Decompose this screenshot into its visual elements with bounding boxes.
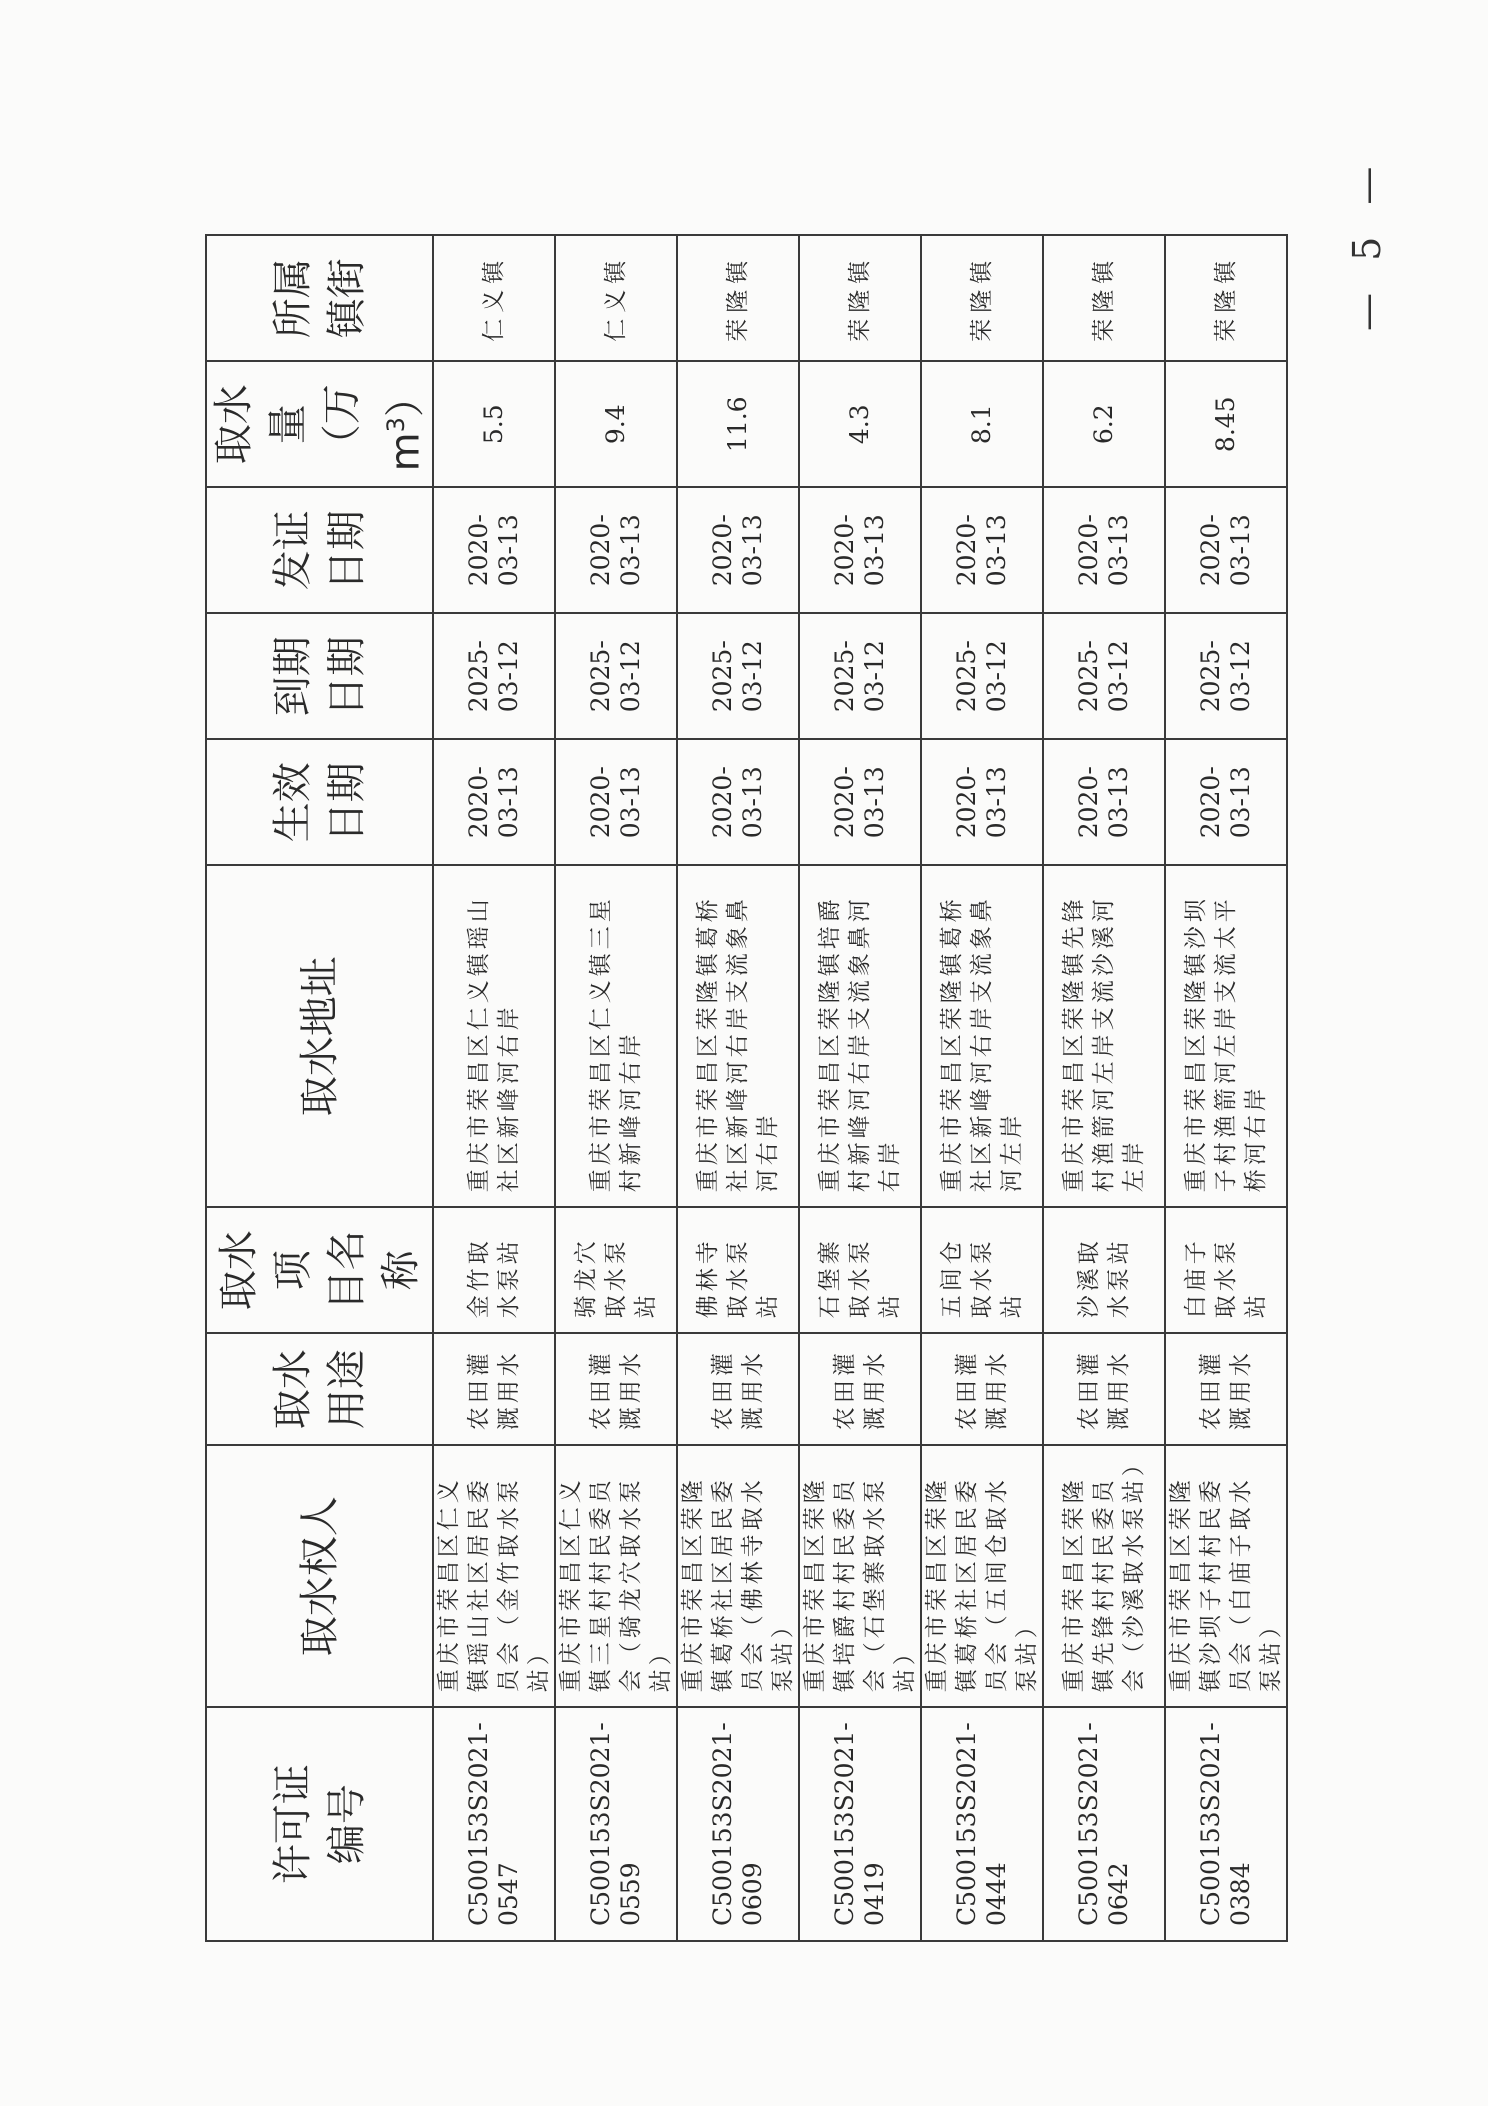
cell-permit-no: C500153S2021-0419 [799,1707,921,1941]
cell-address: 重庆市荣昌区仁义镇瑶山社区新峰河右岸 [433,865,555,1207]
cell-volume: 9.4 [555,361,677,487]
cell-holder: 重庆市荣昌区荣隆镇葛桥社区居民委员会（五间仓取水泵站） [921,1445,1043,1707]
cell-volume: 8.1 [921,361,1043,487]
cell-holder: 重庆市荣昌区荣隆镇培爵村村民委员会（石堡寨取水泵站） [799,1445,921,1707]
header-expiry [206,613,433,739]
cell-use: 农田灌溉用水 [921,1333,1043,1445]
header-town-line2: 镇街 [323,258,370,339]
cell-effective: 2020-03-13 [1165,739,1287,865]
cell-project: 五间仓取水泵站 [921,1207,1043,1333]
header-effective [206,739,433,865]
cell-address: 重庆市荣昌区仁义镇三星村新峰河右岸 [555,865,677,1207]
cell-use: 农田灌溉用水 [1043,1333,1165,1445]
water-permit-table [205,234,1288,1942]
cell-effective: 2020-03-13 [921,739,1043,865]
header-permit-no-line2: 编号 [323,1784,370,1865]
cell-town: 荣隆镇 [1043,235,1165,361]
cell-use: 农田灌溉用水 [555,1333,677,1445]
cell-address: 重庆市荣昌区荣隆镇沙坝子村渔箭河左岸支流太平桥河右岸 [1165,865,1287,1207]
cell-address: 重庆市荣昌区荣隆镇葛桥社区新峰河右岸支流象鼻河右岸 [677,865,799,1207]
cell-town: 荣隆镇 [1165,235,1287,361]
header-expiry-line1: 到期 [269,636,316,717]
cell-permit-no: C500153S2021-0559 [555,1707,677,1941]
cell-issued: 2020-03-13 [921,487,1043,613]
cell-expiry: 2025-03-12 [921,613,1043,739]
cell-project: 骑龙穴取水泵站 [555,1207,677,1333]
cell-project: 佛林寺取水泵站 [677,1207,799,1333]
cell-permit-no: C500153S2021-0547 [433,1707,555,1941]
header-address [206,865,433,1207]
cell-effective: 2020-03-13 [799,739,921,865]
cell-holder: 重庆市荣昌区荣隆镇沙坝子村村民委员会（白庙子取水泵站） [1165,1445,1287,1707]
cell-volume: 5.5 [433,361,555,487]
cell-volume: 8.45 [1165,361,1287,487]
header-town [206,235,433,361]
table-row [1165,235,1287,1941]
cell-effective: 2020-03-13 [1043,739,1165,865]
table-row [433,235,555,1941]
cell-use: 农田灌溉用水 [1165,1333,1287,1445]
header-issued-line1: 发证 [269,510,316,591]
cell-project: 金竹取水泵站 [433,1207,555,1333]
header-volume-unit: （万 m [319,384,429,472]
header-volume-exponent: 3 [382,417,410,433]
cell-issued: 2020-03-13 [799,487,921,613]
cell-volume: 6.2 [1043,361,1165,487]
table-row [921,235,1043,1941]
header-project-line2: 目名称 [323,1230,424,1311]
header-row [206,235,433,1941]
header-issued [206,487,433,613]
cell-town: 荣隆镇 [677,235,799,361]
cell-permit-no: C500153S2021-0384 [1165,1707,1287,1941]
cell-holder: 重庆市荣昌区荣隆镇葛桥社区居民委员会（佛林寺取水泵站） [677,1445,799,1707]
cell-volume: 4.3 [799,361,921,487]
cell-use: 农田灌溉用水 [677,1333,799,1445]
cell-issued: 2020-03-13 [1165,487,1287,613]
cell-issued: 2020-03-13 [677,487,799,613]
cell-town: 荣隆镇 [799,235,921,361]
cell-project: 石堡寨取水泵站 [799,1207,921,1333]
cell-use: 农田灌溉用水 [433,1333,555,1445]
cell-expiry: 2025-03-12 [555,613,677,739]
header-permit-no-line1: 许可证 [269,1764,316,1885]
table-row [799,235,921,1941]
cell-use: 农田灌溉用水 [799,1333,921,1445]
cell-issued: 2020-03-13 [555,487,677,613]
cell-permit-no: C500153S2021-0609 [677,1707,799,1941]
cell-permit-no: C500153S2021-0642 [1043,1707,1165,1941]
cell-town: 仁义镇 [555,235,677,361]
cell-volume: 11.6 [677,361,799,487]
header-volume-close: ） [382,377,429,418]
cell-project: 沙溪取水泵站 [1043,1207,1165,1333]
table-body [206,235,1287,1941]
header-project-line1: 取水项 [215,1230,316,1311]
header-town-line1: 所属 [269,258,316,339]
page-number: — 5 — [1345,156,1389,331]
cell-expiry: 2025-03-12 [677,613,799,739]
cell-expiry: 2025-03-12 [433,613,555,739]
cell-holder: 重庆市荣昌区仁义镇瑶山社区居民委员会（金竹取水泵站） [433,1445,555,1707]
cell-address: 重庆市荣昌区荣隆镇先锋村渔箭河左岸支流沙溪河左岸 [1043,865,1165,1207]
header-use-line1: 取水 [269,1349,316,1430]
header-volume-line1: 取水量 [211,384,311,465]
table-row [677,235,799,1941]
header-effective-line2: 日期 [323,762,370,843]
cell-issued: 2020-03-13 [433,487,555,613]
header-permit-no [206,1707,433,1941]
header-issued-line2: 日期 [323,510,370,591]
cell-project: 白庙子取水泵站 [1165,1207,1287,1333]
cell-effective: 2020-03-13 [677,739,799,865]
cell-holder: 重庆市荣昌区荣隆镇先锋村村民委员会（沙溪取水泵站） [1043,1445,1165,1707]
cell-address: 重庆市荣昌区荣隆镇葛桥社区新峰河右岸支流象鼻河左岸 [921,865,1043,1207]
header-use-line2: 用途 [323,1349,370,1430]
header-effective-line1: 生效 [269,762,316,843]
cell-issued: 2020-03-13 [1043,487,1165,613]
header-holder-label: 取水权人 [296,1496,343,1657]
cell-effective: 2020-03-13 [433,739,555,865]
header-project [206,1207,433,1333]
cell-expiry: 2025-03-12 [799,613,921,739]
table-row [1043,235,1165,1941]
cell-effective: 2020-03-13 [555,739,677,865]
cell-town: 仁义镇 [433,235,555,361]
cell-holder: 重庆市荣昌区仁义镇三星村村民委员会（骑龙穴取水泵站） [555,1445,677,1707]
cell-address: 重庆市荣昌区荣隆镇培爵村新峰河右岸支流象鼻河右岸 [799,865,921,1207]
header-holder [206,1445,433,1707]
cell-expiry: 2025-03-12 [1165,613,1287,739]
cell-town: 荣隆镇 [921,235,1043,361]
header-volume [206,361,433,487]
cell-permit-no: C500153S2021-0444 [921,1707,1043,1941]
cell-expiry: 2025-03-12 [1043,613,1165,739]
header-use [206,1333,433,1445]
header-address-label: 取水地址 [296,956,343,1117]
header-expiry-line2: 日期 [323,636,370,717]
table-row [555,235,677,1941]
